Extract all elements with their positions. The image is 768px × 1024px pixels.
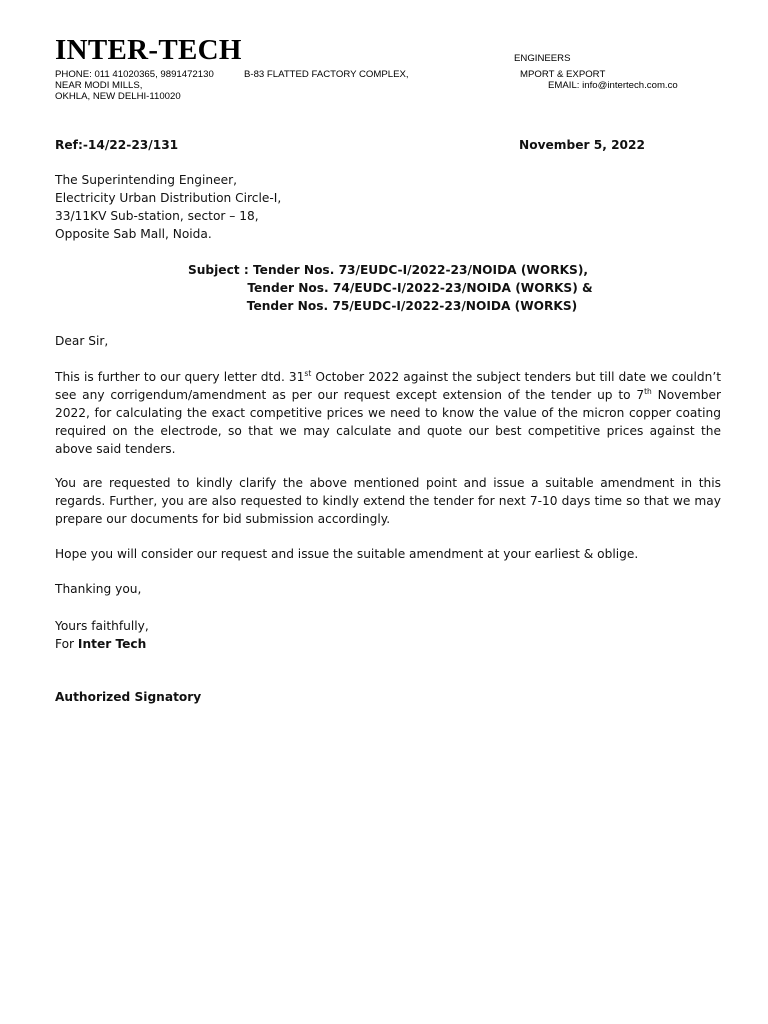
closing-thanks: Thanking you, xyxy=(55,582,142,596)
letter-date: November 5, 2022 xyxy=(519,138,645,152)
recipient-line: The Superintending Engineer, xyxy=(55,173,237,187)
subject-line2: Tender Nos. 74/EUDC-I/2022-23/NOIDA (WORKS) & xyxy=(247,281,593,295)
closing-yours: Yours faithfully, xyxy=(55,619,149,633)
recipient-address xyxy=(55,171,281,243)
company-import-export: MPORT & EXPORT xyxy=(520,69,606,80)
email-label: EMAIL: xyxy=(548,80,580,91)
company-address-line1: B-83 FLATTED FACTORY COMPLEX, xyxy=(244,69,409,80)
reference-number: Ref:-14/22-23/131 xyxy=(55,138,179,152)
company-tagline: ENGINEERS xyxy=(514,53,571,64)
company-phone: PHONE: 011 41020365, 9891472130 xyxy=(55,69,214,80)
para1-text-b: October 2022 against the subject tenders but till date we couldn’t see any corrigendum/amendment as per our request except extension of the tender up to 7 xyxy=(55,370,721,402)
subject-line1: Subject : Tender Nos. 73/EUDC-I/2022-23/NOIDA (WORKS), xyxy=(187,263,589,277)
authorized-signatory: Authorized Signatory xyxy=(55,690,202,704)
para1-text-c: November 2022, for calculating the exact competitive prices we need to know the value of the micron copper coating required on the electrode, so that we may calculate and quote our best competitive prices against the above said tenders. xyxy=(55,388,721,456)
company-email-line xyxy=(548,80,678,91)
body-paragraph-1 xyxy=(55,368,721,458)
subject-line3: Tender Nos. 75/EUDC-I/2022-23/NOIDA (WORKS) xyxy=(246,299,578,313)
for-company: Inter Tech xyxy=(77,637,147,651)
body-paragraph-2: You are requested to kindly clarify the above mentioned point and issue a suitable amendment in this regards. Further, you are also requested to kindly extend the tender for next 7-10 days time so that we may prepare our documents for bid submission accordingly. xyxy=(55,476,721,526)
company-address-line3: OKHLA, NEW DELHI-110020 xyxy=(55,91,181,102)
recipient-line: 33/11KV Sub-station, sector – 18, xyxy=(55,209,259,223)
salutation: Dear Sir, xyxy=(55,334,109,348)
recipient-line: Opposite Sab Mall, Noida. xyxy=(55,227,212,241)
email-address: info@intertech.com.co xyxy=(582,80,678,91)
closing-for-line xyxy=(55,635,146,653)
para1-ordinal-2: th xyxy=(644,387,652,396)
recipient-line: Electricity Urban Distribution Circle-I, xyxy=(55,191,282,205)
para1-ordinal-1: st xyxy=(304,369,312,378)
para1-text-a: This is further to our query letter dtd. 31 xyxy=(55,370,305,384)
company-address-line2: NEAR MODI MILLS, xyxy=(55,80,143,91)
for-prefix: For xyxy=(55,637,78,651)
body-paragraph-3: Hope you will consider our request and issue the suitable amendment at your earliest & oblige. xyxy=(55,547,639,561)
company-name: INTER-TECH xyxy=(55,34,242,66)
